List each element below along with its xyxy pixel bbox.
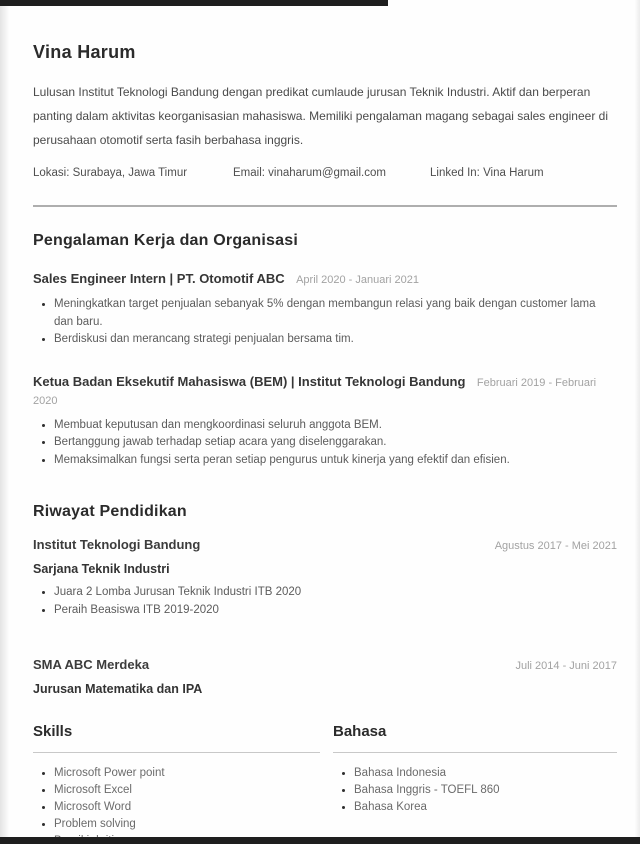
education-school: SMA ABC Merdeka — [33, 657, 150, 672]
education-heading: Riwayat Pendidikan — [33, 503, 187, 520]
entry-bullet-list — [33, 417, 617, 470]
education-title-row — [33, 537, 617, 552]
contact-location: Lokasi: Surabaya, Jawa Timur — [33, 167, 188, 179]
skills-heading: Skills — [33, 723, 320, 753]
entry-period: Februari 2019 - Februari 2020 — [33, 376, 597, 407]
experience-heading: Pengalaman Kerja dan Organisasi — [33, 232, 298, 249]
bullet-item: • Berdiskusi dan merancang strategi penjualan bersama tim. — [54, 331, 617, 349]
resume-content — [0, 42, 640, 844]
summary-text: Lulusan Institut Teknologi Bandung dengan predikat cumlaude jurusan Teknik Industri. Aktif dan berperan panting dalam aktivitas keorganisasian mahasiswa. Memiliki pengalaman magang sebagai sales engineer di perusahaan otomotif serta fasih berbahasa inggris. — [33, 85, 608, 147]
bullet-item: • Membuat keputusan dan mengkoordinasi seluruh anggota BEM. — [54, 417, 617, 435]
bullet-item: • Bertanggung jawab terhadap setiap acara yang diselenggarakan. — [54, 434, 617, 452]
languages-heading: Bahasa — [333, 723, 617, 753]
entry-period: April 2020 - Januari 2021 — [296, 274, 420, 286]
education-bullet-list — [33, 584, 617, 619]
skills-list — [33, 765, 320, 844]
education-degree: Sarjana Teknik Industri — [33, 562, 170, 576]
languages-section — [333, 723, 617, 844]
language-item: • Bahasa Indonesia — [354, 765, 617, 782]
bottom-edge-bar — [0, 837, 640, 844]
entry-title-row — [33, 373, 617, 409]
top-edge-bar — [0, 0, 388, 6]
education-degree: Jurusan Matematika dan IPA — [33, 682, 203, 696]
entry-bullet-list — [33, 296, 617, 349]
skills-section — [33, 723, 320, 844]
experience-entry — [33, 373, 617, 470]
education-period: Juli 2014 - Juni 2017 — [515, 660, 617, 672]
skill-item: • Microsoft Power point — [54, 765, 320, 782]
education-school: Institut Teknologi Bandung — [33, 537, 201, 552]
entry-title: Sales Engineer Intern | PT. Otomotif ABC — [33, 271, 285, 286]
contact-row — [33, 167, 617, 179]
education-entry — [33, 537, 617, 619]
bullet-item: • Juara 2 Lomba Jurusan Teknik Industri ITB 2020 — [54, 584, 617, 602]
education-entry — [33, 657, 617, 696]
bullet-item: • Meningkatkan target penjualan sebanyak 5% dengan membangun relasi yang baik dengan customer lama dan baru. — [54, 296, 617, 331]
skill-item: • Microsoft Word — [54, 799, 320, 816]
bullet-item: • Peraih Beasiswa ITB 2019-2020 — [54, 602, 617, 620]
skill-item: • Microsoft Excel — [54, 782, 320, 799]
skill-item: • Problem solving — [54, 816, 320, 833]
header-divider — [33, 205, 617, 207]
bullet-item: • Memaksimalkan fungsi serta peran setiap pengurus untuk kinerja yang efektif dan efisien. — [54, 452, 617, 470]
contact-email: Email: vinaharum@gmail.com — [233, 167, 386, 179]
language-item: • Bahasa Inggris - TOEFL 860 — [354, 782, 617, 799]
candidate-name: Vina Harum — [33, 42, 136, 62]
languages-list — [333, 765, 617, 816]
education-title-row — [33, 657, 617, 672]
skills-languages-columns — [33, 723, 617, 844]
entry-title: Ketua Badan Eksekutif Mahasiswa (BEM) | Institut Teknologi Bandung — [33, 373, 466, 389]
experience-entry — [33, 270, 617, 349]
contact-linkedin: Linked In: Vina Harum — [430, 167, 544, 179]
education-period: Agustus 2017 - Mei 2021 — [494, 540, 617, 552]
language-item: • Bahasa Korea — [354, 799, 617, 816]
entry-title-row — [33, 270, 617, 288]
